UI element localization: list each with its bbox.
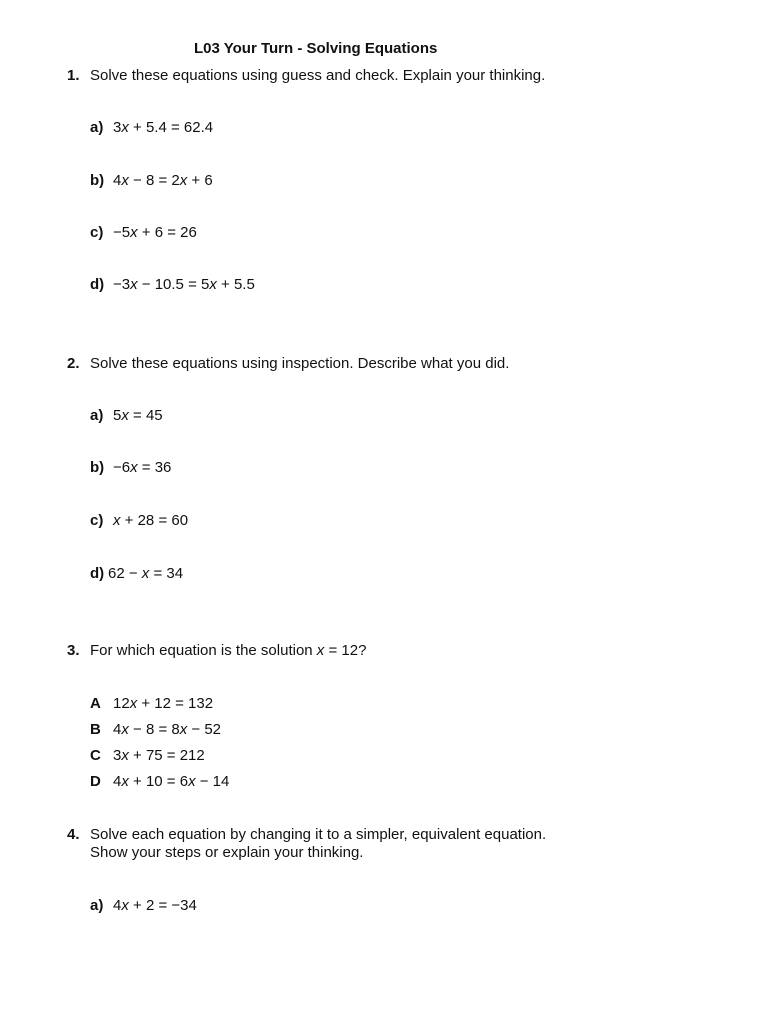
question-1c-equation: −5x + 6 = 26 (113, 224, 197, 241)
question-2-text: Solve these equations using inspection. Describe what you did. (90, 355, 510, 372)
question-4-text: Solve each equation by changing it to a simpler, equivalent equation. (90, 826, 547, 843)
question-2c-label: c) (90, 512, 104, 529)
choice-d-label: D (90, 773, 101, 790)
question-1a-label: a) (90, 119, 104, 136)
question-1-text: Solve these equations using guess and check. Explain your thinking. (90, 67, 546, 84)
choice-a-label: A (90, 695, 101, 712)
choice-b-label: B (90, 721, 101, 738)
choice-b-equation: 4x − 8 = 8x − 52 (113, 721, 221, 738)
question-2a-label: a) (90, 407, 104, 424)
question-1d-label: d) (90, 276, 105, 293)
worksheet-title: L03 Your Turn - Solving Equations (194, 40, 438, 57)
question-2-number: 2. (67, 355, 80, 372)
question-1a-equation: 3x + 5.4 = 62.4 (113, 119, 214, 136)
question-2d-equation: 62 − x = 34 (108, 565, 184, 582)
question-1b-equation: 4x − 8 = 2x + 6 (113, 172, 213, 189)
question-2b-label: b) (90, 459, 105, 476)
question-3-number: 3. (67, 642, 80, 659)
question-2d-label: d) (90, 565, 105, 582)
question-4a-equation: 4x + 2 = −34 (113, 897, 197, 914)
choice-c-label: C (90, 747, 101, 764)
choice-c-equation: 3x + 75 = 212 (113, 747, 205, 764)
question-2b-equation: −6x = 36 (113, 459, 172, 476)
question-4-text-line2: Show your steps or explain your thinking. (90, 844, 364, 861)
question-1-number: 1. (67, 67, 80, 84)
question-4-number: 4. (67, 826, 80, 843)
choice-d-equation: 4x + 10 = 6x − 14 (113, 773, 230, 790)
question-1d-equation: −3x − 10.5 = 5x + 5.5 (113, 276, 255, 293)
question-4a-label: a) (90, 897, 104, 914)
choice-a-equation: 12x + 12 = 132 (113, 695, 214, 712)
question-1b-label: b) (90, 172, 105, 189)
question-1c-label: c) (90, 224, 104, 241)
question-2c-equation: x + 28 = 60 (113, 512, 189, 529)
question-2a-equation: 5x = 45 (113, 407, 163, 424)
question-3-text: For which equation is the solution x = 12? (90, 642, 367, 659)
